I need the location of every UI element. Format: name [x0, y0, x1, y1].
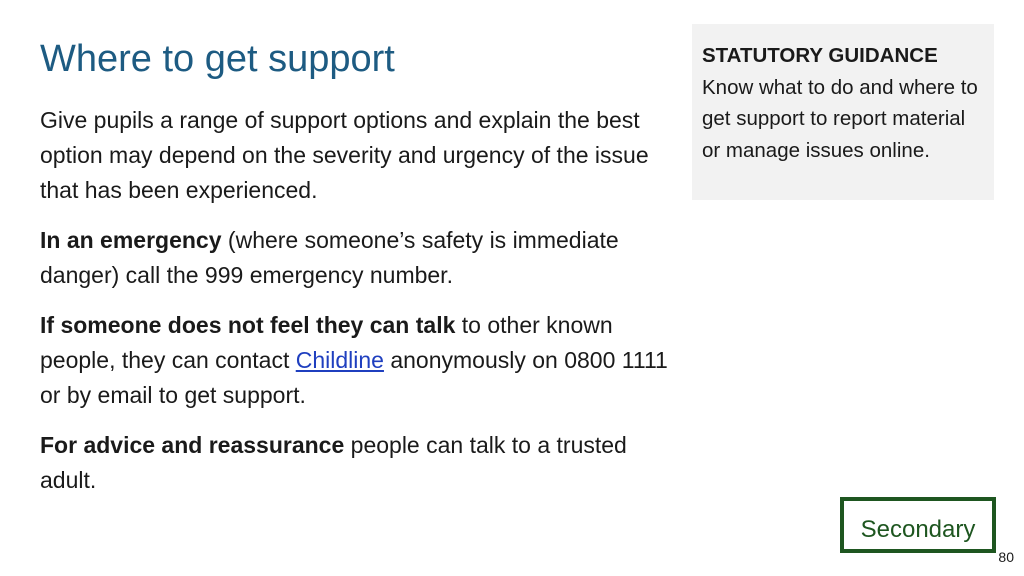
talk-text-before: to other known people, they can contact [40, 312, 613, 373]
body-text [40, 103, 680, 513]
guidance-heading: STATUTORY GUIDANCE [702, 44, 938, 67]
emergency-label: In an emergency [40, 227, 222, 253]
advice-paragraph [40, 428, 680, 498]
guidance-text: Know what to do and where to get support to report material or manage issues online. [702, 75, 978, 162]
advice-label: For advice and reassurance [40, 432, 345, 458]
advice-text: people can talk to a trusted adult. [40, 432, 627, 493]
intro-text: Give pupils a range of support options and explain the best option may depend on the severity and urgency of the issue that has been experienced. [40, 107, 649, 203]
childline-paragraph [40, 308, 680, 413]
emergency-text: (where someone’s safety is immediate danger) call the 999 emergency number. [40, 227, 619, 288]
childline-link[interactable]: Childline [295, 347, 384, 373]
page-number: 80 [998, 549, 1014, 565]
emergency-paragraph [40, 223, 680, 293]
statutory-guidance-box [692, 24, 994, 200]
talk-text-after: anonymously on 0800 1111 or by email to get support. [40, 347, 668, 408]
key-stage-badge: Secondary [840, 497, 996, 553]
talk-label: If someone does not feel they can talk [40, 312, 456, 338]
intro-paragraph [40, 103, 680, 208]
page-title: Where to get support [40, 38, 395, 80]
